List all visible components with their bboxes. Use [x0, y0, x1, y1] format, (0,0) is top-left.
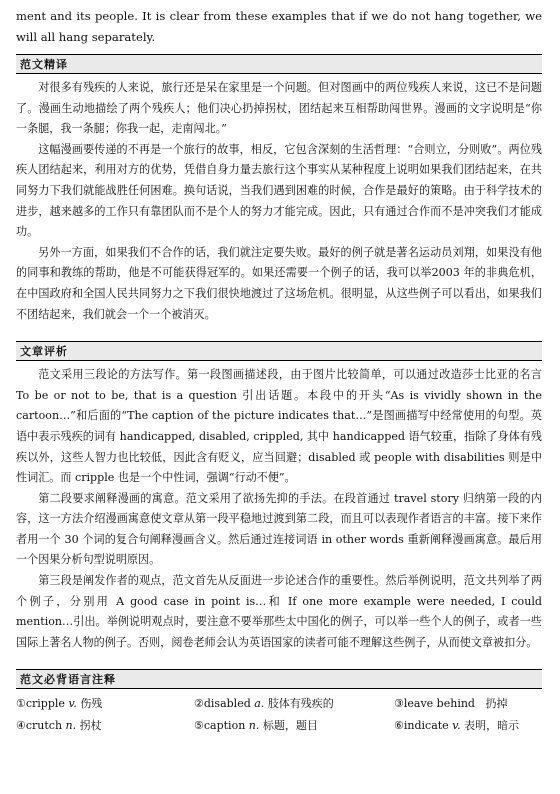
paragraph: 范文采用三段论的方法写作。第一段图画描述段，由于图片比较简单，可以通过改造莎士比亚的名言 To be or not to be, that is a question 引出话题。本段中的开头“As is vividly shown in the cartoon…”和后面的“The caption of the picture indicates that…”是图画描写中经常使用的句型。英语中表示残疾的词有 handicapped, disabled, crippled, 其中 handicapped 语气较重，指除了身体有残疾以外，这些人智力也比较低，因此含有贬义，应当回避；disabled 或 people with disabilities 则是中性词汇。而 cripple 也是一个中性词，强调“行动不便”。 — [16, 368, 542, 485]
vocab-number: ④ — [16, 719, 26, 733]
intro-text: ment and its people. It is clear from these examples that if we do not hang together, we will all hang separately. — [16, 9, 542, 44]
vocab-pos: v. — [68, 697, 77, 711]
vocab-meaning: 肢体有残疾的 — [267, 697, 334, 711]
vocab-item — [16, 694, 194, 714]
vocab-word: disabled — [203, 697, 251, 711]
vocab-item — [394, 716, 542, 736]
section-vocabulary — [16, 669, 542, 736]
vocab-pos: n. — [65, 719, 77, 733]
vocab-meaning: 拐杖 — [79, 719, 102, 733]
vocab-word: indicate — [403, 719, 449, 733]
section-translation — [16, 54, 542, 325]
vocab-item — [394, 694, 542, 714]
vocab-number: ① — [16, 697, 26, 711]
vocab-number: ⑥ — [394, 719, 404, 733]
vocab-word: crutch — [25, 719, 63, 733]
vocab-item — [16, 716, 194, 736]
vocab-item — [194, 694, 394, 714]
section-heading: 文章评析 — [16, 341, 542, 361]
vocab-number: ② — [194, 697, 204, 711]
paragraph: 对很多有残疾的人来说，旅行还是呆在家里是一个问题。但对图画中的两位残疾人来说，这已不是问题了。漫画生动地描绘了两个残疾人；他们决心扔掉拐杖，团结起来互相帮助闯世界。漫画的文字说明是“你一条腿，我一条腿；你我一起，走南闯北。” — [16, 81, 542, 136]
vocab-meaning: 扔掉 — [485, 697, 508, 711]
vocab-item — [194, 716, 394, 736]
vocabulary-list — [16, 689, 542, 736]
vocab-pos: n. — [248, 719, 260, 733]
paragraph: 这幅漫画要传递的不再是一个旅行的故事，相反，它包含深刻的生活哲理：“合则立，分则败”。两位残疾人团结起来，利用对方的优势，凭借自身力量去旅行这个事实从某种程度上说明如果我们团结起来，在共同努力下我们就能战胜任何困难。换句话说，当我们遇到困难的时候，合作是最好的策略。由于科学技术的进步，越来越多的工作只有靠团队而不是个人的努力才能完成。因此，只有通过合作而不是冲突我们才能成功。 — [16, 142, 542, 239]
paragraph: 第三段是阐发作者的观点，范文首先从反面进一步论述合作的重要性。然后举例说明，范文共列举了两个例子，分别用 A good case in point is…和 If one more example were needed, I could mention…引出。举例说明观点时，要注意不要举那些太中国化的例子，可以举一些个人的例子，或者一些国际上著名人物的例子。否则，阅卷老师会认为英语国家的读者可能不理解这些例子，从而使文章被扣分。 — [16, 574, 542, 649]
section-heading: 范文精译 — [16, 54, 542, 74]
vocab-pos: v. — [452, 719, 461, 733]
vocab-word: leave behind — [403, 697, 475, 711]
vocab-number: ⑤ — [194, 719, 204, 733]
vocab-meaning: 标题，题目 — [262, 719, 318, 733]
vocab-word: cripple — [25, 697, 65, 711]
paragraph: 第二段要求阐释漫画的寓意。范文采用了欲扬先抑的手法。在段首通过 travel story 归纳第一段的内容，这一方法介绍漫画寓意使文章从第一段平稳地过渡到第二段，而且可以表现作者语言的丰富。接下来作者用一个 30 个词的复合句阐释漫画含义。然后通过连接词语 in other words 重新阐释漫画寓意。最后用一个因果分析句型说明原因。 — [16, 491, 542, 567]
paragraph: 另外一方面，如果我们不合作的话，我们就注定要失败。最好的例子就是著名运动员刘翔，如果没有他的同事和教练的帮助，他是不可能获得冠军的。如果还需要一个例子的话，我可以举2003 年的非典危机，在中国政府和全国人民共同努力之下我们很快地渡过了这场危机。很明显，从这些例子可以看出，如果我们不团结起来，我们就会一个一个被消灭。 — [16, 245, 542, 321]
vocab-word: caption — [203, 719, 246, 733]
section-heading: 范文必背语言注释 — [16, 669, 542, 689]
vocab-pos: a. — [254, 697, 265, 711]
vocab-meaning: 表明，暗示 — [464, 719, 520, 733]
section-analysis — [16, 341, 542, 653]
vocab-number: ③ — [394, 697, 404, 711]
vocab-meaning: 伤残 — [80, 697, 103, 711]
